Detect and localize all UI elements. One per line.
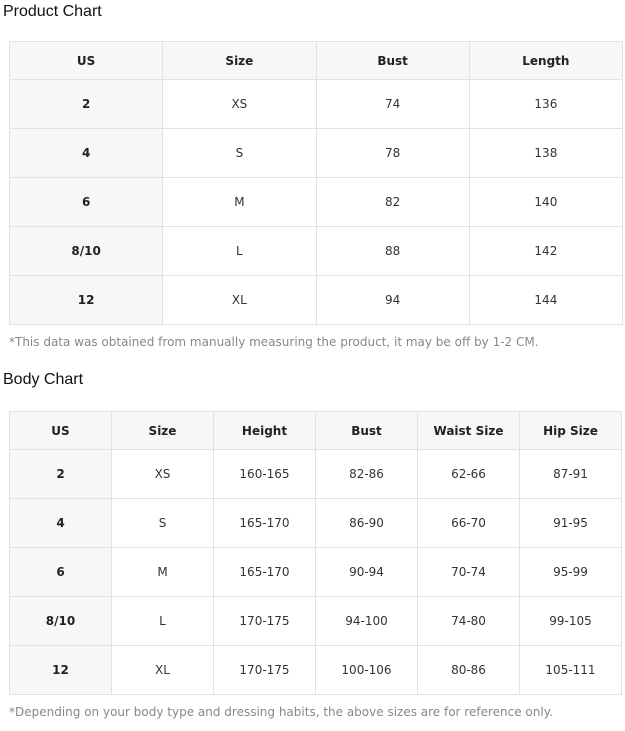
cell-size: L — [112, 597, 214, 646]
body-chart-title: Body Chart — [3, 371, 84, 388]
cell-size: S — [112, 499, 214, 548]
cell-hip-size: 105-111 — [520, 646, 622, 695]
cell-bust: 78 — [316, 129, 469, 178]
table-row — [10, 597, 622, 646]
cell-us: 2 — [10, 450, 112, 499]
cell-us: 8/10 — [10, 227, 163, 276]
cell-bust: 86-90 — [316, 499, 418, 548]
column-header-size: Size — [112, 412, 214, 450]
cell-waist-size: 80-86 — [418, 646, 520, 695]
cell-size: XS — [163, 80, 316, 129]
cell-height: 165-170 — [214, 548, 316, 597]
cell-size: M — [163, 178, 316, 227]
column-header-size: Size — [163, 42, 316, 80]
table-row — [10, 276, 623, 325]
cell-us: 6 — [10, 548, 112, 597]
cell-waist-size: 74-80 — [418, 597, 520, 646]
column-header-waist-size: Waist Size — [418, 412, 520, 450]
cell-length: 136 — [469, 80, 622, 129]
cell-length: 144 — [469, 276, 622, 325]
cell-size: S — [163, 129, 316, 178]
table-row — [10, 548, 622, 597]
cell-height: 170-175 — [214, 646, 316, 695]
cell-size: M — [112, 548, 214, 597]
cell-size: L — [163, 227, 316, 276]
table-row — [10, 178, 623, 227]
table-row — [10, 499, 622, 548]
cell-us: 6 — [10, 178, 163, 227]
cell-hip-size: 87-91 — [520, 450, 622, 499]
table-row — [10, 227, 623, 276]
cell-us: 4 — [10, 129, 163, 178]
cell-height: 170-175 — [214, 597, 316, 646]
cell-bust: 100-106 — [316, 646, 418, 695]
table-header-row — [10, 42, 623, 80]
column-header-bust: Bust — [316, 42, 469, 80]
cell-us: 8/10 — [10, 597, 112, 646]
cell-length: 140 — [469, 178, 622, 227]
table-header-row — [10, 412, 622, 450]
table-row — [10, 129, 623, 178]
cell-us: 12 — [10, 276, 163, 325]
cell-bust: 74 — [316, 80, 469, 129]
cell-height: 165-170 — [214, 499, 316, 548]
column-header-length: Length — [469, 42, 622, 80]
cell-bust: 90-94 — [316, 548, 418, 597]
cell-hip-size: 91-95 — [520, 499, 622, 548]
cell-size: XL — [112, 646, 214, 695]
cell-length: 142 — [469, 227, 622, 276]
cell-us: 2 — [10, 80, 163, 129]
cell-waist-size: 66-70 — [418, 499, 520, 548]
body-chart-table — [9, 411, 622, 695]
column-header-hip-size: Hip Size — [520, 412, 622, 450]
cell-size: XS — [112, 450, 214, 499]
table-row — [10, 80, 623, 129]
product-chart-note: *This data was obtained from manually measuring the product, it may be off by 1-2 CM. — [9, 335, 539, 349]
cell-length: 138 — [469, 129, 622, 178]
table-row — [10, 450, 622, 499]
cell-hip-size: 95-99 — [520, 548, 622, 597]
column-header-us: US — [10, 42, 163, 80]
cell-bust: 94-100 — [316, 597, 418, 646]
cell-bust: 88 — [316, 227, 469, 276]
cell-us: 12 — [10, 646, 112, 695]
product-chart-table — [9, 41, 623, 325]
cell-size: XL — [163, 276, 316, 325]
cell-waist-size: 62-66 — [418, 450, 520, 499]
product-chart-title: Product Chart — [3, 3, 102, 20]
cell-bust: 82 — [316, 178, 469, 227]
column-header-height: Height — [214, 412, 316, 450]
cell-hip-size: 99-105 — [520, 597, 622, 646]
column-header-us: US — [10, 412, 112, 450]
cell-us: 4 — [10, 499, 112, 548]
table-row — [10, 646, 622, 695]
cell-bust: 82-86 — [316, 450, 418, 499]
column-header-bust: Bust — [316, 412, 418, 450]
cell-waist-size: 70-74 — [418, 548, 520, 597]
cell-bust: 94 — [316, 276, 469, 325]
cell-height: 160-165 — [214, 450, 316, 499]
body-chart-note: *Depending on your body type and dressing habits, the above sizes are for reference only. — [9, 705, 553, 719]
